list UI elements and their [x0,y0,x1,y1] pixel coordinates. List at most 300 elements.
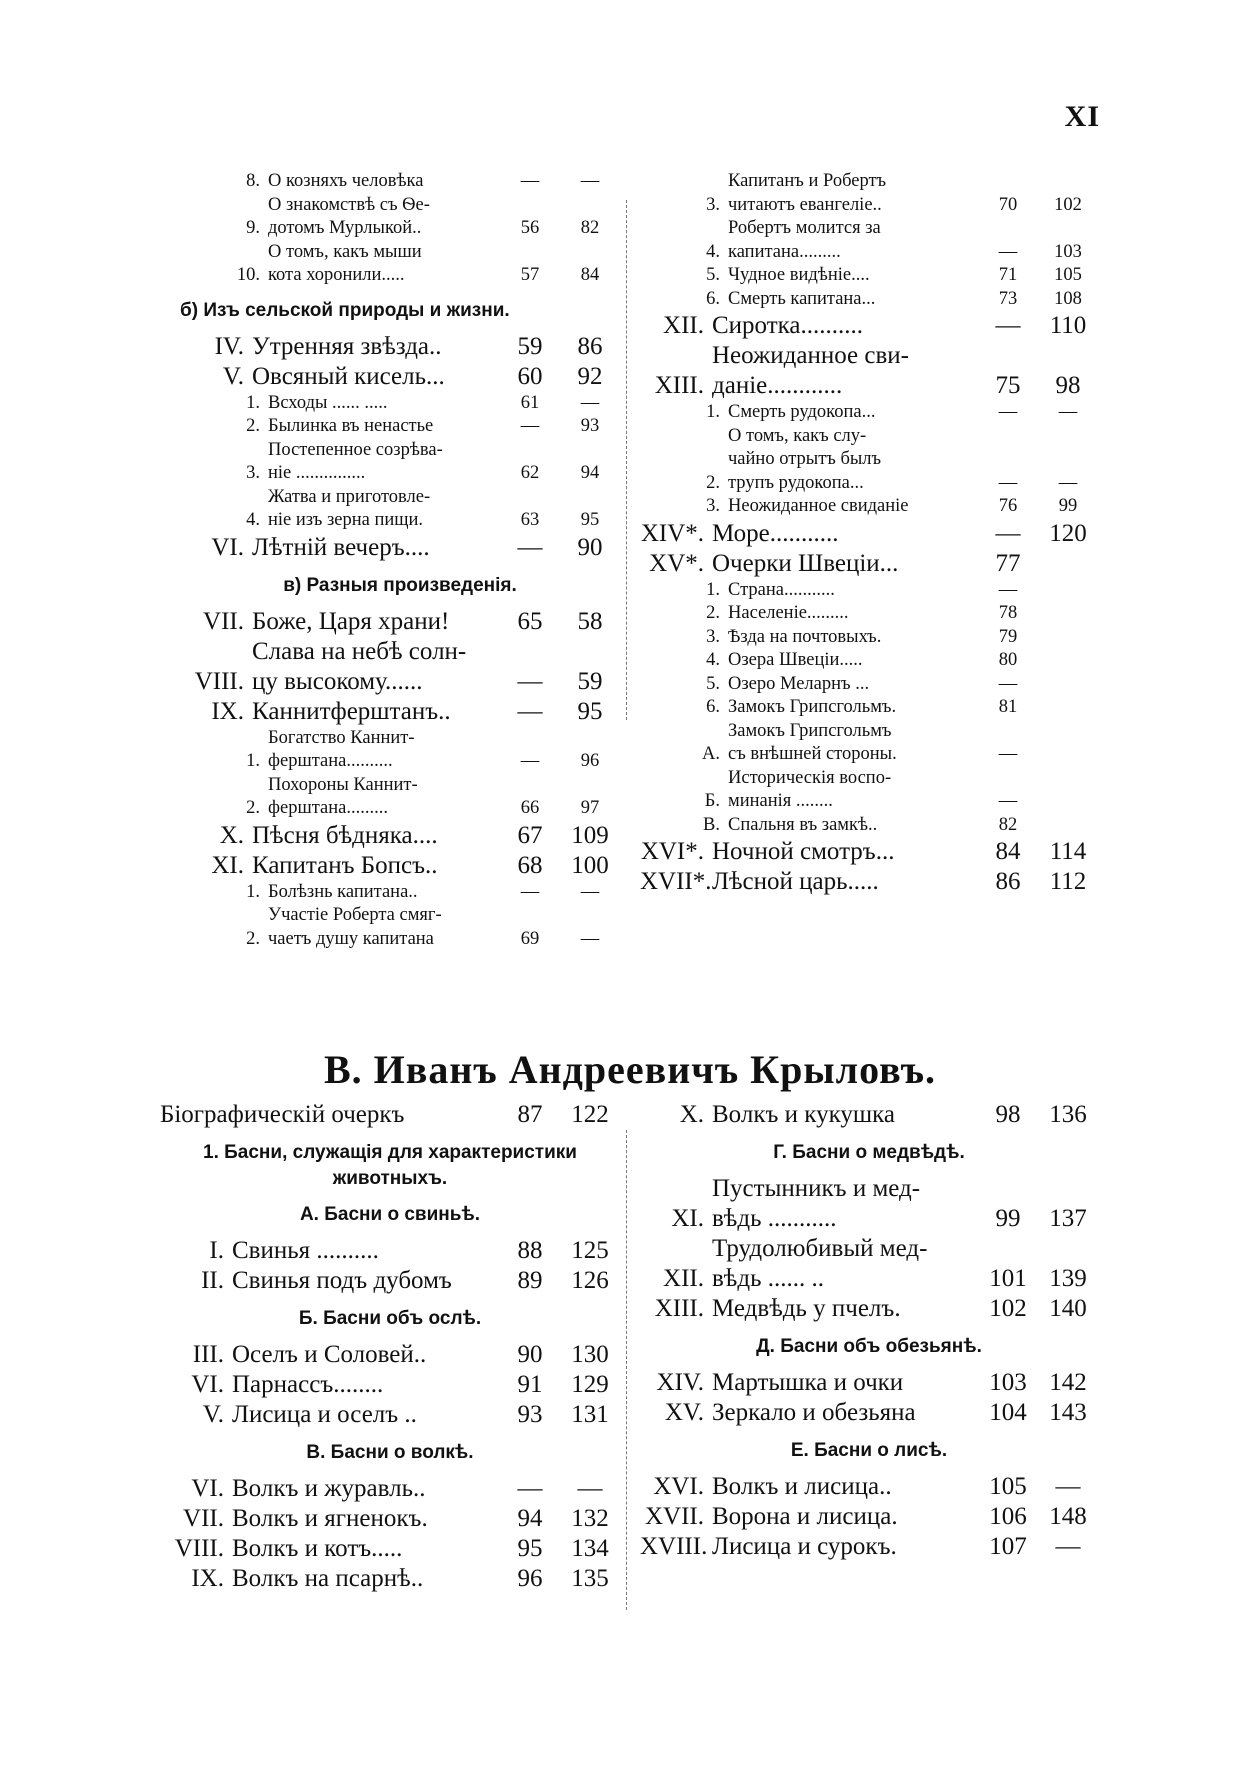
toc-entry [640,495,1098,519]
entry-title [704,1502,978,1532]
page-ref-notes: — [1058,402,1078,422]
entry-title-line: Ворона и лисица. [712,1503,898,1530]
entry-title-line: Богатство Каннит- [268,727,415,748]
page-ref-text: — [520,416,540,436]
page-ref-text: 93 [517,1401,543,1428]
entry-number: I. [209,1237,224,1264]
toc-entry [180,904,620,951]
entry-number: 3. [246,463,260,483]
entry-number: IX. [191,1565,224,1592]
entry-title [704,1532,978,1562]
entry-number: XIV. [656,1369,704,1396]
page-ref-notes: 82 [580,218,600,238]
page-ref-notes: 92 [577,362,603,390]
entry-title [244,821,500,851]
entry-number: 1. [706,402,720,422]
entry-title [720,170,978,217]
entry-title [224,1564,500,1594]
entry-title-line: трупъ рудокопа... [728,472,864,493]
entry-title-line: Утренняя звѣзда.. [252,332,442,360]
section-heading-various: в) Разныя произведенія. [283,574,517,596]
entry-number: VII. [203,607,244,635]
entry-title-line: О томъ, какъ слу- [728,425,867,446]
page-ref-text: 86 [995,868,1021,895]
entry-number: XII. [663,1265,704,1292]
page-ref-notes: 112 [1049,868,1087,895]
entry-number: 1. [246,881,260,902]
entry-title [704,1472,978,1502]
entry-number: XIV*. [640,519,704,547]
toc-entry [160,1504,620,1534]
page-ref-text: — [517,697,543,725]
page-ref-text: 80 [998,650,1018,670]
entry-title-line: О знакомствѣ съ Ѳе- [268,194,430,215]
entry-title-line: капитана......... [728,241,841,262]
entry-title-line: кота хоронили..... [268,265,405,285]
toc-entry [160,1534,620,1564]
toc-entry [160,1474,620,1504]
toc-entry [180,697,620,727]
page-ref-notes: 97 [580,798,600,818]
entry-title [704,1100,978,1130]
entry-number: II. [201,1267,224,1294]
entries-group [180,170,620,288]
entry-title [720,495,978,519]
page-ref-notes: 143 [1049,1399,1087,1426]
entry-title-line: Лисица и оселъ .. [232,1401,417,1428]
page-ref-text: 88 [517,1237,543,1264]
page-number: XI [1064,100,1100,133]
toc-entry [640,170,1098,217]
entry-title-line: Парнассъ........ [232,1371,384,1398]
toc-entry [640,549,1098,579]
entry-title-line: чаетъ душу капитана [268,928,434,949]
page-ref-text: 105 [989,1473,1027,1500]
entry-title-line: Страна........... [728,579,835,600]
page-ref-text: 78 [998,603,1018,623]
page-ref-text: 87 [517,1101,543,1128]
entry-title-line: Волкъ на псарнѣ.. [232,1565,424,1592]
toc-entry [160,1400,620,1430]
entry-title-line: Сиротка.......... [712,312,864,339]
entry-title-line: Постепенное созрѣва- [268,439,443,460]
entry-title [704,867,978,897]
page-ref-text: 65 [517,607,543,635]
page-ref-text: 98 [995,1101,1021,1128]
entry-title-line: Робертъ молится за [728,218,881,238]
entry-title-line: вѣдь ...... .. [712,1265,824,1292]
entry-title [260,415,500,439]
entry-title-line: Лѣсной царь..... [712,868,879,895]
toc-entry [160,1236,620,1266]
entry-title-line: Волкъ и кукушка [712,1101,895,1128]
entry-number: 6. [706,697,720,717]
page-ref-text: — [998,241,1018,262]
entry-title-line: Историческія воспо- [728,767,892,788]
entry-number: 3. [706,626,720,647]
page-ref-notes: 100 [571,851,609,879]
entry-title [224,1370,500,1400]
page-ref-notes: 90 [577,533,603,561]
entry-number: 2. [246,928,260,949]
page-ref-text: 96 [517,1565,543,1592]
page-ref-text: 75 [995,372,1021,399]
entry-number: III. [192,1341,224,1368]
entry-title-line: ніе ............... [268,463,366,483]
entry-title-line: Замокъ Грипсгольмъ. [728,697,897,717]
section-heading-nature: б) Изъ сельской природы и жизни. [180,299,510,321]
page-ref-text: — [998,744,1018,764]
toc-entry [160,1266,620,1296]
entry-title-line: Мартышка и очки [712,1369,904,1396]
entry-title-line: Замокъ Грипсгольмъ [728,720,892,741]
page-ref-text: — [998,472,1018,493]
page-ref-notes: 102 [1054,194,1082,215]
page-ref-notes: 95 [580,510,600,530]
page-ref-notes: 95 [577,697,603,725]
entry-title [260,392,500,416]
page-ref-notes: 131 [571,1401,609,1428]
entry-title-line: Волкъ и котъ..... [232,1535,403,1562]
page-ref-text: — [998,402,1018,422]
entry-title-line: Слава на небѣ солн- [252,637,467,665]
toc-entry [180,727,620,774]
entry-number: VIII. [194,667,244,695]
entry-title-line: Каннитферштанъ.. [252,697,451,725]
toc-entry [640,1472,1098,1502]
toc-entry [640,579,1098,603]
toc-entry [180,439,620,486]
page-ref-notes: 109 [571,821,609,849]
page-ref-notes: 103 [1054,241,1082,262]
entry-title [720,401,978,425]
page-ref-text: 94 [517,1505,543,1532]
page-ref-notes: 99 [1058,496,1078,516]
toc-column-lower-right [640,1100,1098,1562]
toc-entry [640,1532,1098,1562]
entry-title-line: Смерть капитана... [728,288,876,309]
entry-number: XIII. [654,372,704,399]
entry-title [260,881,500,905]
page-ref-text: 84 [995,838,1021,865]
toc-entry [180,241,620,288]
page-ref-text: 61 [520,392,540,413]
entry-title-line: Ночной смотръ... [712,838,895,865]
entry-title [720,720,978,767]
toc-entry [640,673,1098,697]
entry-title [224,1534,500,1564]
entry-title-line: Участіе Роберта смяг- [268,905,442,925]
entry-title-line: Всходы ...... ..... [268,392,388,413]
section-heading-donkey: Б. Басни объ ослѣ. [298,1308,482,1329]
entries-group [640,170,1098,897]
entry-title-line: Свинья .......... [232,1237,379,1264]
toc-column-lower-left [160,1100,620,1594]
entry-number: IX. [211,697,244,725]
page-ref-text: 79 [998,626,1018,647]
entry-title-line: ніе изъ зерна пищи. [268,510,424,530]
page-ref-text: 107 [989,1533,1027,1560]
entry-number: 2. [246,798,260,818]
entry-number: XVII. [644,1503,704,1530]
entry-title-line: Похороны Каннит- [268,774,418,795]
page-ref-text: 60 [517,362,543,390]
entry-title-line: О козняхъ человѣка [268,171,424,191]
entry-title-line: Волкъ и лисица.. [712,1473,892,1500]
page-ref-notes: 142 [1049,1369,1087,1396]
entry-number: XVI*. [640,838,704,865]
entry-number: 5. [706,673,720,694]
entry-title [720,767,978,814]
entry-title [720,696,978,720]
toc-entry [640,626,1098,650]
entry-number: 2. [246,416,260,436]
entry-title-line: Боже, Царя храни! [252,607,450,635]
entry-title [224,1504,500,1534]
entry-title-line: Озеро Меларнъ ... [728,673,870,694]
entry-number: 4. [706,650,720,670]
page-ref-notes: 108 [1054,288,1082,309]
entry-title [224,1474,500,1504]
page-ref-text: 57 [520,265,540,285]
page-ref-text: — [520,171,540,191]
page-ref-text: 82 [998,814,1018,835]
toc-entry [180,851,620,881]
entry-title-line: Очерки Швеціи... [712,549,899,577]
entries-group [160,1100,620,1130]
entry-number: 2. [706,603,720,623]
page-ref-notes: — [580,392,600,413]
page-ref-notes: 129 [571,1371,609,1398]
page-ref-notes: — [580,881,600,902]
entry-title-line: Жатва и приготовле- [268,486,431,507]
entry-number: VII. [183,1505,224,1532]
entry-title-line: цу высокому...... [252,667,423,695]
page-ref-notes: 126 [571,1267,609,1294]
toc-entry [640,288,1098,312]
toc-entry [640,1502,1098,1532]
toc-entry [180,486,620,533]
page-ref-notes: — [580,928,600,949]
toc-entry [640,649,1098,673]
page-ref-text: 63 [520,510,540,530]
page-ref-notes: 132 [571,1505,609,1532]
page-ref-notes: 130 [571,1341,609,1368]
page-ref-text: 81 [998,697,1018,717]
entries-group [640,1100,1098,1130]
entry-number: XVII*. [640,868,712,895]
toc-entry [180,821,620,851]
entry-title-line: Біографическій очеркъ [160,1101,405,1128]
entry-title [260,241,500,288]
entry-title [260,904,500,951]
page-ref-text: 68 [517,851,543,879]
entry-title-line: Оселъ и Соловей.. [232,1341,427,1368]
entry-title-line: Населеніе......... [728,603,849,623]
entry-title [704,1234,978,1294]
page-ref-text: 66 [520,798,540,818]
entry-title-line: Лисица и сурокъ. [712,1533,897,1560]
entry-title [720,814,978,838]
entry-title-line: Пѣсня бѣдняка.... [252,821,438,849]
entry-title [224,1236,500,1266]
entries-group [160,1340,620,1430]
entry-title-line: О томъ, какъ мыши [268,241,422,262]
entry-title [224,1266,500,1296]
entry-title [704,519,978,549]
entry-number: 1. [246,751,260,771]
entry-title-line: Чудное видѣніе.... [728,265,870,285]
toc-entry [180,774,620,821]
entries-group [160,1474,620,1594]
entry-title-line: дотомъ Мурлыкой.. [268,218,422,238]
entry-number: VI. [191,1475,224,1502]
entry-number: VI. [211,533,244,561]
page-ref-text: — [520,751,540,771]
toc-column-upper-left [180,170,620,951]
page-ref-text: — [995,312,1021,339]
page-ref-text: 99 [995,1205,1021,1232]
entry-number: 1. [246,392,260,413]
entry-title [704,837,978,867]
entry-number: XVI. [653,1473,704,1500]
entry-title-line: Неожиданное сви- [712,342,910,369]
entries-group [160,1236,620,1296]
toc-entry [640,401,1098,425]
page-ref-text: 106 [989,1503,1027,1530]
entry-number: 1. [706,579,720,600]
entry-number: XI. [211,851,244,879]
section-heading-monkey: Д. Басни объ обезьянѣ. [756,1336,982,1357]
entry-title [260,170,500,194]
page-ref-notes: 105 [1054,265,1082,285]
entry-number: 6. [706,288,720,309]
page-ref-notes: 135 [571,1565,609,1592]
toc-entry [640,311,1098,341]
entry-title-line: ферштана.......... [268,751,393,771]
page-ref-text: 101 [989,1265,1027,1292]
toc-entry [640,1234,1098,1294]
page-ref-text: — [517,1475,543,1502]
entry-title-line: Спальня въ замкѣ.. [728,814,878,835]
page-ref-notes: — [1058,472,1078,493]
entry-title [260,774,500,821]
page-ref-notes: 134 [571,1535,609,1562]
page-ref-notes: 86 [577,332,603,360]
page-ref-text: 90 [517,1341,543,1368]
toc-entry [640,425,1098,496]
toc-entry [180,533,620,563]
toc-entry [180,170,620,194]
toc-entry [180,415,620,439]
page-ref-notes: 122 [571,1101,609,1128]
page-ref-text: — [517,667,543,695]
entry-title [720,626,978,650]
entry-number: В. [703,814,720,835]
toc-column-upper-right [640,170,1098,897]
toc-entry [160,1100,620,1130]
entry-number: XI. [671,1205,704,1232]
entry-title [244,533,500,563]
page-ref-notes: 93 [580,416,600,436]
page-ref-text: 56 [520,218,540,238]
entry-title [704,311,978,341]
section-heading-pig: А. Басни о свиньѣ. [299,1204,481,1225]
page-ref-text: 104 [989,1399,1027,1426]
toc-entry [180,362,620,392]
page-ref-text: 89 [517,1267,543,1294]
entry-title [720,602,978,626]
entry-number: XV. [664,1399,704,1426]
page-ref-notes: 125 [571,1237,609,1264]
entry-title [720,579,978,603]
page-ref-text: 102 [989,1295,1027,1322]
toc-entry [160,1340,620,1370]
entries-group [640,1174,1098,1324]
toc-entry [160,1370,620,1400]
page-ref-text: — [517,533,543,561]
page-ref-notes: 136 [1049,1101,1087,1128]
entry-number: 4. [246,510,260,530]
page-ref-notes: 98 [1055,372,1081,399]
page-ref-text: 103 [989,1369,1027,1396]
toc-entry [640,341,1098,401]
entry-title-line: Былинка въ ненастье [268,416,434,436]
entry-title [720,649,978,673]
entry-title-line: Смерть рудокопа... [728,402,876,422]
entry-title [704,1174,978,1234]
entry-title [244,332,500,362]
toc-entry [640,867,1098,897]
entry-number: 5. [706,265,720,285]
page-ref-notes: 96 [580,751,600,771]
entry-title-line: Море........... [712,519,839,547]
entry-title [160,1100,500,1130]
toc-entry [180,194,620,241]
toc-entry [640,1100,1098,1130]
page-ref-text: 62 [520,463,540,483]
entry-title [704,341,978,401]
entry-title [244,697,500,727]
entry-number: 9. [246,218,260,238]
entry-title-line: вѣдь ........... [712,1205,837,1232]
toc-entry [640,519,1098,549]
entry-title-line: Свинья подъ дубомъ [232,1267,452,1294]
entry-number: V. [202,1401,224,1428]
entry-title [260,439,500,486]
toc-entry [640,1398,1098,1428]
page-ref-notes: 140 [1049,1295,1087,1322]
toc-entry [640,1294,1098,1324]
entry-number: 2. [706,472,720,493]
page-ref-text: 91 [517,1371,543,1398]
entry-title [704,549,978,579]
page-ref-notes: 58 [577,607,603,635]
entry-title [244,637,500,697]
entry-title-line: чайно отрытъ былъ [728,449,882,469]
page-ref-notes: 84 [580,265,600,285]
page-ref-text: 70 [998,194,1018,215]
page-ref-notes: 59 [577,667,603,695]
toc-entry [640,696,1098,720]
entry-title [244,362,500,392]
toc-entry [180,637,620,697]
page-ref-notes: 110 [1049,312,1087,339]
column-divider-top [626,200,627,720]
entry-title-line: Пустынникъ и мед- [712,1175,921,1202]
page-ref-notes: — [580,171,600,191]
entry-number: 3. [706,496,720,516]
